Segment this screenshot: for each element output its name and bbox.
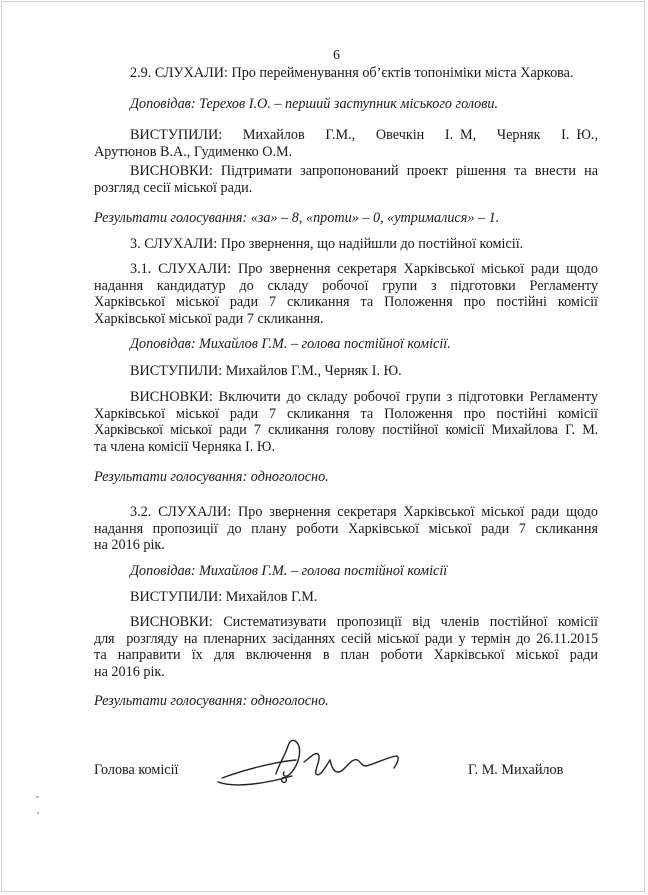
scan-speck (36, 796, 39, 798)
item-2-9-reporter: Доповідав: Терехов І.О. – перший заступник міського голови. (130, 96, 499, 112)
item-3-1-reporter: Доповідав: Михайлов Г.М. – голова постійної комісії. (130, 336, 451, 352)
item-3-2-vote: Результати голосування: одноголосно. (94, 693, 329, 709)
item-2-9-vote: Результати голосування: «за» – 8, «проти» – 0, «утрималися» – 1. (94, 210, 500, 226)
signature-name: Г. М. Михайлов (468, 762, 564, 778)
item-3-2-reporter: Доповідав: Михайлов Г.М. – голова постійної комісії (130, 563, 448, 579)
item-3-1-vote: Результати голосування: одноголосно. (94, 469, 329, 485)
handwritten-signature (214, 732, 444, 792)
item-3-1-conclusion: ВИСНОВКИ: Включити до складу робочої групи з підготовки Регламенту Харківської міської ради 7 скликання та Положення про постійні комісії Харківської міської ради 7 скликання голову постійної комісії Михайлова Г. М. та члена комісії Черняка І. Ю. (94, 389, 598, 455)
signature-label: Голова комісії (94, 762, 179, 778)
scan-speck (37, 812, 39, 814)
item-2-9-speakers: ВИСТУПИЛИ: Михайлов Г.М., Овечкін І. М, Черняк І. Ю., Арутюнов В.А., Гудименко О.М. (94, 127, 598, 160)
item-2-9-conclusion: ВИСНОВКИ: Підтримати запропонований проект рішення та внести на розгляд сесії міської ради. (94, 163, 598, 196)
item-3-2-conclusion: ВИСНОВКИ: Систематизувати пропозиції від членів постійної комісії для розгляду на пленарних засіданнях сесій міської ради у термін до 26.11.2015 та направити їх для включення в план роботи Харківської міської ради на 2016 рік. (94, 614, 598, 680)
page-number: 6 (333, 48, 340, 63)
item-3-2-paragraph: 3.2. СЛУХАЛИ: Про звернення секретаря Харківської міської ради щодо надання пропозиції до плану роботи Харківської міської ради 7 скликання на 2016 рік. (94, 504, 598, 554)
item-3-1-speakers: ВИСТУПИЛИ: Михайлов Г.М., Черняк І. Ю. (130, 363, 402, 379)
item-3-heading: 3. СЛУХАЛИ: Про звернення, що надійшли до постійної комісії. (130, 236, 524, 252)
item-3-2-speakers: ВИСТУПИЛИ: Михайлов Г.М. (130, 589, 318, 605)
item-3-1-paragraph: 3.1. СЛУХАЛИ: Про звернення секретаря Харківської міської ради щодо надання кандидатур до складу робочої групи з підготовки Регламенту Харківської міської ради 7 скликання та Положення про постійні комісії Харківської міської ради 7 скликання. (94, 261, 598, 327)
item-2-9-heading: 2.9. СЛУХАЛИ: Про перейменування об’єктів топоніміки міста Харкова. (130, 65, 574, 81)
